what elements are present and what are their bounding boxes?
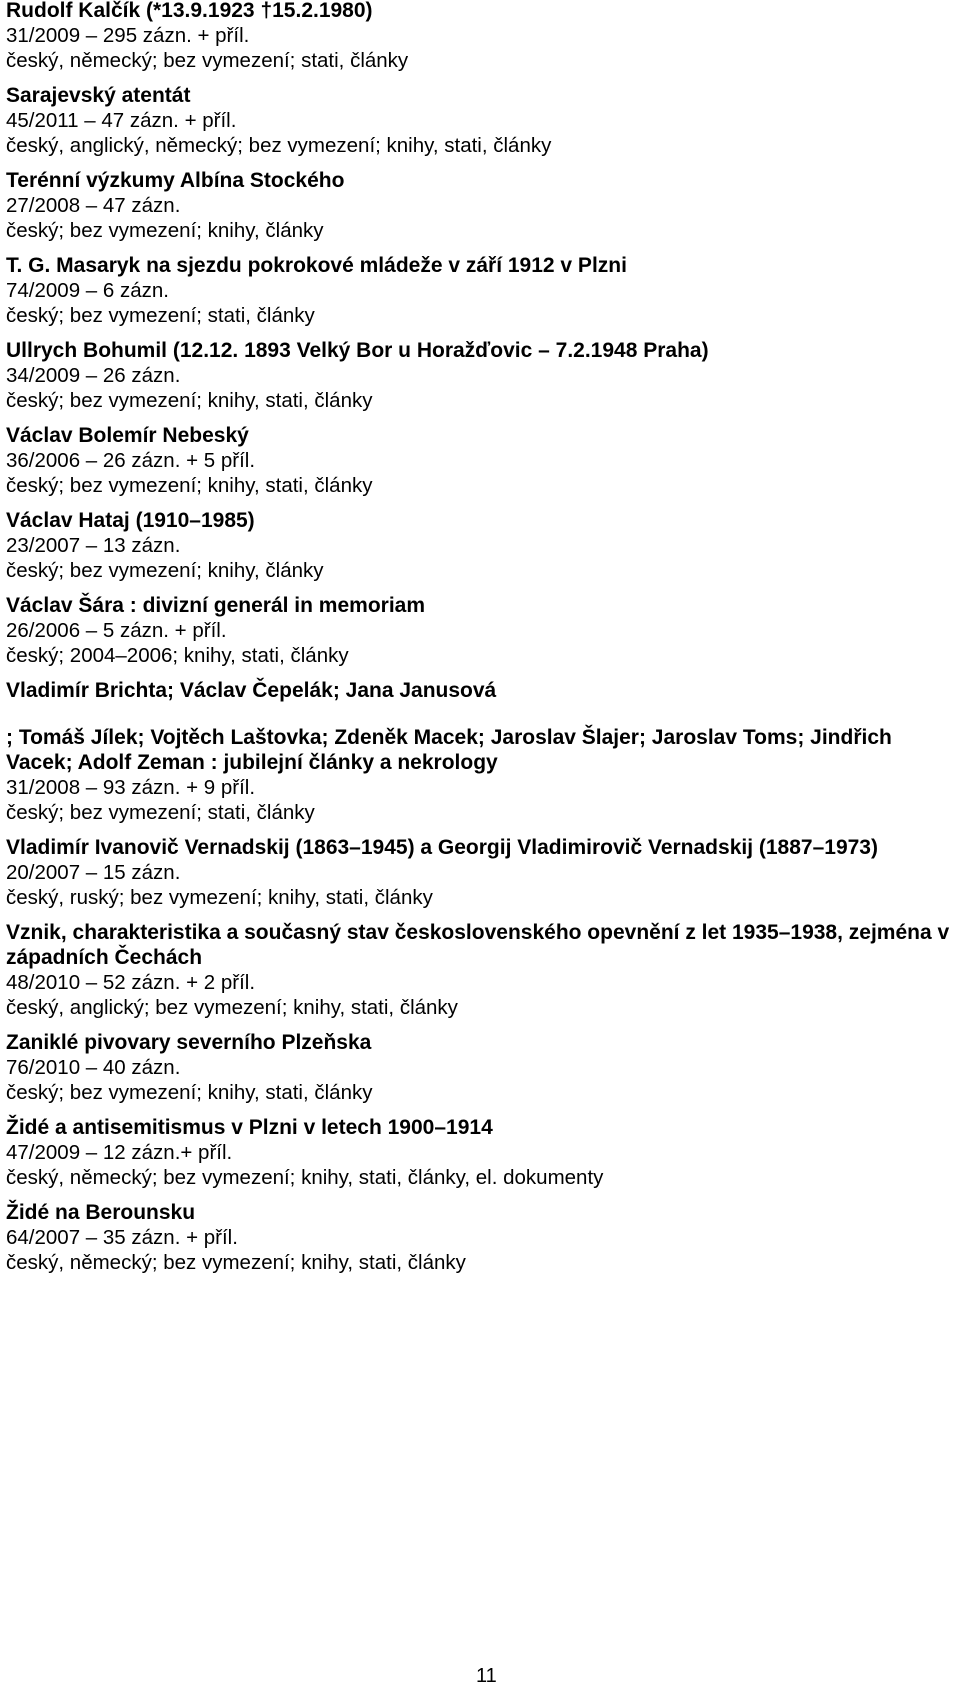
entry-language-scope: český; bez vymezení; knihy, články	[6, 219, 324, 242]
entry-12	[6, 1030, 954, 1105]
entry-14	[6, 1200, 954, 1275]
entry-title: Vladimír Brichta; Václav Čepelák; Jana Janusová	[6, 679, 497, 702]
entry-2	[6, 83, 954, 158]
entry-language-scope: český; bez vymezení; knihy, stati, články	[6, 1081, 373, 1104]
entry-title-continuation: ; Tomáš Jílek; Vojtěch Laštovka; Zdeněk Macek; Jaroslav Šlajer; Jaroslav Toms; Jindřich Vacek; Adolf Zeman : jubilejní články a nekrology	[6, 726, 892, 774]
entry-9	[6, 678, 954, 825]
entry-8	[6, 593, 954, 668]
entry-language-scope: český, anglický, německý; bez vymezení; knihy, stati, články	[6, 134, 552, 157]
entry-3	[6, 168, 954, 243]
entry-11	[6, 920, 954, 1020]
entry-title: Rudolf Kalčík (*13.9.1923 †15.2.1980)	[6, 0, 373, 22]
entry-title: Zaniklé pivovary severního Plzeňska	[6, 1031, 372, 1054]
entry-10	[6, 835, 954, 910]
entry-record-count: 27/2008 – 47 zázn.	[6, 194, 181, 217]
entry-record-count: 45/2011 – 47 zázn. + příl.	[6, 109, 237, 132]
entry-record-count: 20/2007 – 15 zázn.	[6, 861, 181, 884]
entry-language-scope: český; bez vymezení; knihy, stati, články	[6, 474, 373, 497]
entry-record-count: 48/2010 – 52 zázn. + 2 příl.	[6, 971, 256, 994]
entry-language-scope: český; bez vymezení; stati, články	[6, 801, 315, 824]
entry-record-count: 31/2008 – 93 zázn. + 9 příl.	[6, 776, 256, 799]
entry-language-scope: český, ruský; bez vymezení; knihy, stati, články	[6, 886, 433, 909]
entry-5	[6, 338, 954, 413]
entry-4	[6, 253, 954, 328]
entry-title: Vladimír Ivanovič Vernadskij (1863–1945) a Georgij Vladimirovič Vernadskij (1887–1973)	[6, 836, 878, 859]
entry-language-scope: český, německý; bez vymezení; knihy, stati, články, el. dokumenty	[6, 1166, 604, 1189]
entry-language-scope: český, německý; bez vymezení; stati, články	[6, 49, 409, 72]
entry-record-count: 23/2007 – 13 zázn.	[6, 534, 181, 557]
entry-13	[6, 1115, 954, 1190]
entry-title: Václav Hataj (1910–1985)	[6, 509, 255, 532]
entry-language-scope: český; bez vymezení; stati, články	[6, 304, 315, 327]
entry-language-scope: český; bez vymezení; knihy, články	[6, 559, 324, 582]
entry-record-count: 26/2006 – 5 zázn. + příl.	[6, 619, 227, 642]
bibliography-page	[6, 0, 954, 1275]
page-number: 11	[476, 1665, 497, 1687]
entry-title: Ullrych Bohumil (12.12. 1893 Velký Bor u Horažďovic – 7.2.1948 Praha)	[6, 339, 709, 362]
entry-title: Václav Bolemír Nebeský	[6, 424, 249, 447]
entry-title: Židé na Berounsku	[6, 1201, 196, 1224]
entry-record-count: 74/2009 – 6 zázn.	[6, 279, 169, 302]
entry-record-count: 31/2009 – 295 zázn. + příl.	[6, 24, 250, 47]
entry-title: Vznik, charakteristika a současný stav československého opevnění z let 1935–1938, zejména v západních Čechách	[6, 921, 950, 969]
entry-language-scope: český, německý; bez vymezení; knihy, stati, články	[6, 1251, 466, 1274]
entry-language-scope: český; 2004–2006; knihy, stati, články	[6, 644, 349, 667]
entry-language-scope: český, anglický; bez vymezení; knihy, stati, články	[6, 996, 458, 1019]
entry-title: T. G. Masaryk na sjezdu pokrokové mládeže v září 1912 v Plzni	[6, 254, 627, 277]
entry-record-count: 34/2009 – 26 zázn.	[6, 364, 181, 387]
entry-1	[6, 0, 954, 73]
entry-7	[6, 508, 954, 583]
entry-title: Židé a antisemitismus v Plzni v letech 1900–1914	[6, 1116, 493, 1139]
entry-title: Václav Šára : divizní generál in memoriam	[6, 594, 426, 617]
entry-6	[6, 423, 954, 498]
entry-title: Terénní výzkumy Albína Stockého	[6, 169, 345, 192]
entry-language-scope: český; bez vymezení; knihy, stati, články	[6, 389, 373, 412]
entry-title: Sarajevský atentát	[6, 84, 191, 107]
entry-record-count: 76/2010 – 40 zázn.	[6, 1056, 181, 1079]
entry-record-count: 36/2006 – 26 zázn. + 5 příl.	[6, 449, 256, 472]
entry-record-count: 47/2009 – 12 zázn.+ příl.	[6, 1141, 233, 1164]
entry-record-count: 64/2007 – 35 zázn. + příl.	[6, 1226, 238, 1249]
